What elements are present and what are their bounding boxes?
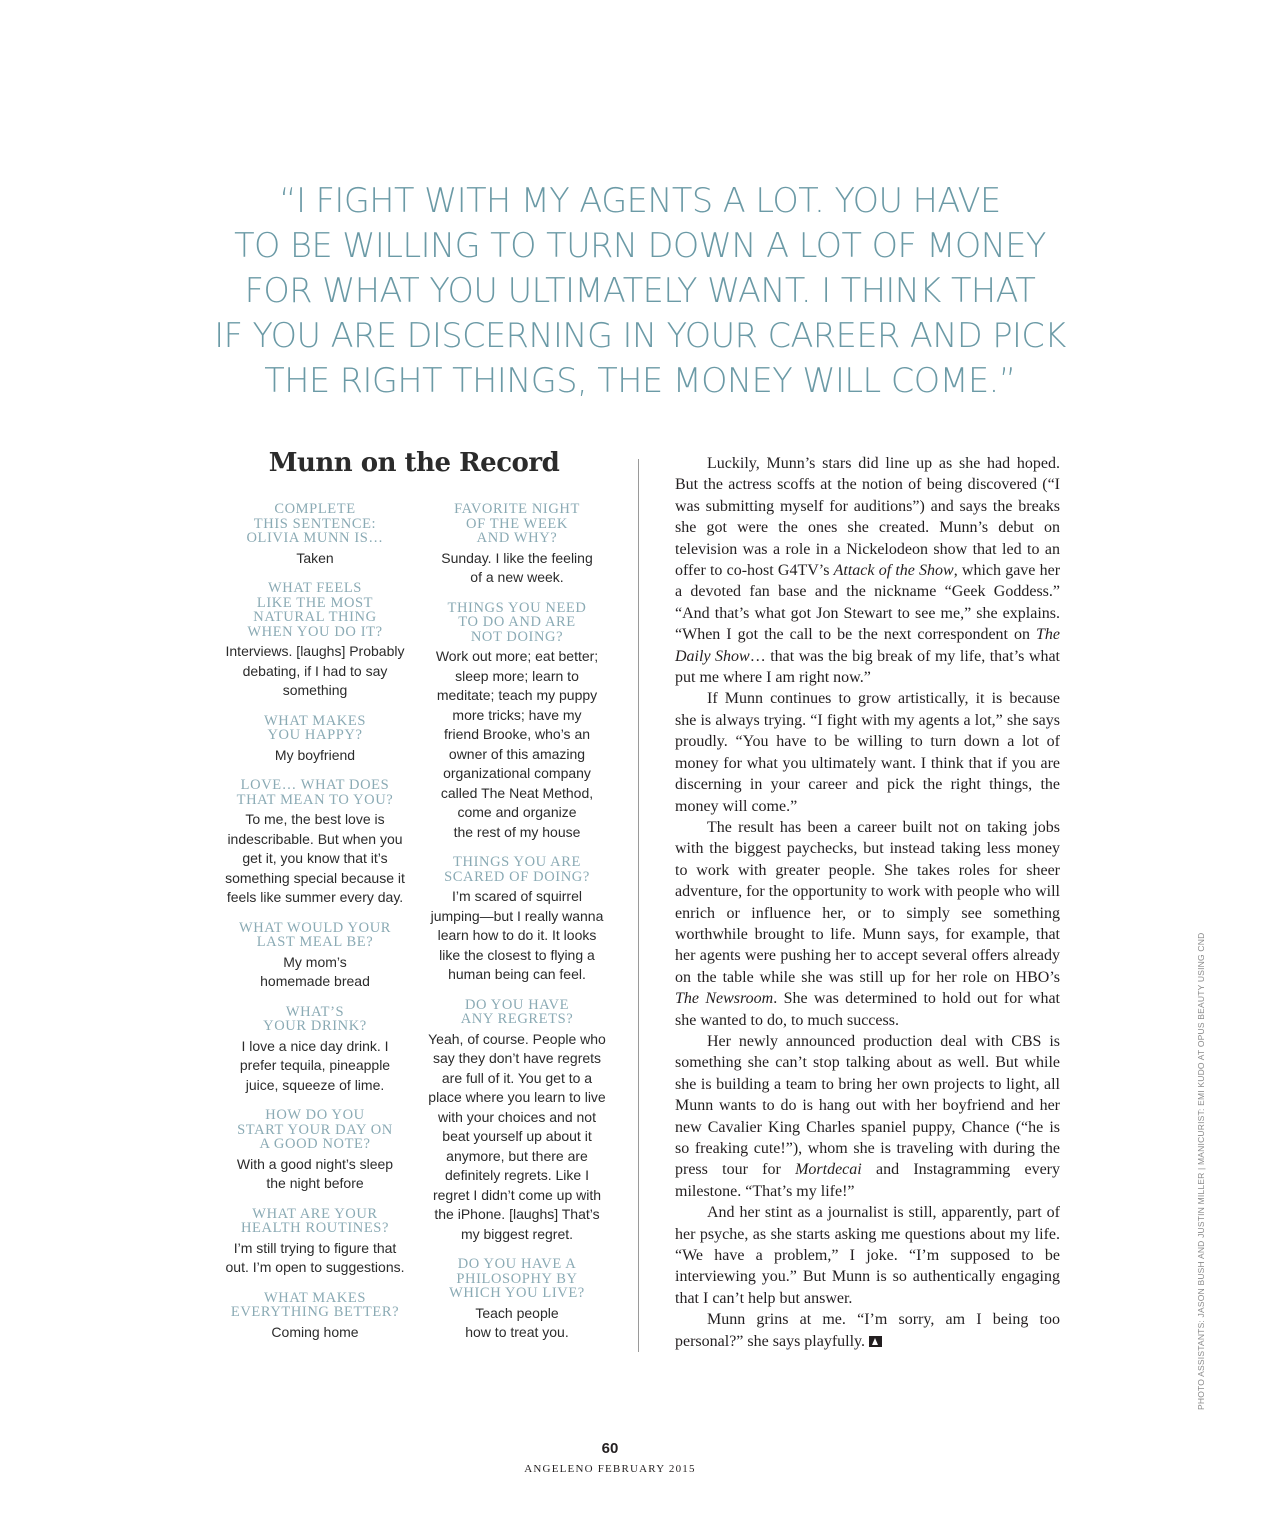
qa-item bbox=[417, 1257, 617, 1343]
qa-question: THINGS YOU ARE SCARED OF DOING? bbox=[444, 854, 590, 885]
article-paragraph: The result has been a career built not on taking jobs with the biggest paychecks, but instead taking less money to work with greater people. She takes roles for sheer adventure, for the opportunity to work with people who will enrich or influence her, or to simply see something worthwhile brought to life. Munn says, for example, that her agents were pushing her to accept several offers already on the table while she was still up for her role on HBO’s The Newsroom. She was determined to hold out for what she wanted to do, to much success. bbox=[675, 818, 1060, 1029]
page-number: 60 bbox=[601, 1440, 619, 1457]
qa-answer: Taken bbox=[296, 549, 334, 566]
qa-item bbox=[215, 1108, 415, 1194]
column-divider bbox=[638, 459, 639, 1352]
qa-answer: My mom’s homemade bread bbox=[260, 953, 370, 989]
qa-answer: Sunday. I like the feeling of a new week. bbox=[441, 549, 593, 585]
pull-quote-line: IF YOU ARE DISCERNING IN YOUR CAREER AND PICK bbox=[214, 316, 1066, 355]
article-paragraph: And her stint as a journalist is still, apparently, part of her psyche, as she starts asking me questions about my life. “We have a problem,” I joke. “I’m supposed to be interviewing you.” But Munn is so authentically engaging that I can’t help but answer. bbox=[675, 1204, 1060, 1307]
qa-question: WHAT WOULD YOUR LAST MEAL BE? bbox=[238, 919, 392, 950]
triangle-end-mark-icon bbox=[869, 1336, 882, 1347]
qa-question: WHAT’S YOUR DRINK? bbox=[263, 1003, 367, 1034]
qa-question: LOVE… WHAT DOES THAT MEAN TO YOU? bbox=[236, 777, 394, 808]
qa-item bbox=[215, 714, 415, 766]
qa-question: WHAT ARE YOUR HEALTH ROUTINES? bbox=[240, 1205, 389, 1236]
qa-item bbox=[215, 581, 415, 701]
qa-answer: Interviews. [laughs] Probably debating, if I had to say something bbox=[225, 643, 405, 698]
qa-item bbox=[215, 921, 415, 992]
article-paragraph: Her newly announced production deal with CBS is something she can’t stop talking about as well. But while she is building a team to bring her own projects to light, all Munn wants to do is hang out with her boyfriend and her new Cavalier King Charles spaniel puppy, Chance (“he is so freaking cute!”), whom she is traveling with during the press tour for Mortdecai and Instagramming every milestone. “That’s my life!” bbox=[675, 1032, 1061, 1200]
qa-question: HOW DO YOU START YOUR DAY ON A GOOD NOTE? bbox=[237, 1107, 393, 1152]
qa-item bbox=[215, 1291, 415, 1343]
qa-answer: I love a nice day drink. I prefer tequila, pineapple juice, squeeze of lime. bbox=[239, 1037, 391, 1093]
qa-question: DO YOU HAVE A PHILOSOPHY BY WHICH YOU LIVE? bbox=[449, 1256, 585, 1301]
pull-quote-line: TO BE WILLING TO TURN DOWN A LOT OF MONEY bbox=[234, 226, 1046, 265]
qa-item bbox=[215, 1207, 415, 1278]
qa-item bbox=[417, 502, 617, 588]
qa-answer: My boyfriend bbox=[274, 746, 356, 763]
publication-footer: ANGELENO FEBRUARY 2015 bbox=[524, 1463, 696, 1475]
photo-credits: PHOTO ASSISTANTS: JASON BUSH AND JUSTIN MILLER | MANICURIST: EMI KUDO AT OPUS BEAUTY USING CND bbox=[1196, 932, 1206, 1410]
article-paragraph: If Munn continues to grow artistically, it is because she is always trying. “I fight with my agents a lot,” she says proudly. “You have to be willing to turn down a lot of money for what you ultimately want. I think that if you are discerning in your career and pick the right things, the money will come.” bbox=[675, 690, 1060, 815]
qa-column-left bbox=[215, 502, 415, 1355]
qa-answer: Coming home bbox=[271, 1323, 359, 1340]
article-paragraph: Munn grins at me. “I’m sorry, am I being too personal?” she says playfully. bbox=[675, 1311, 1060, 1350]
pull-quote-line: THE RIGHT THINGS, THE MONEY WILL COME.” bbox=[264, 361, 1016, 400]
qa-column-right bbox=[417, 502, 617, 1356]
qa-answer: I’m still trying to figure that out. I’m open to suggestions. bbox=[225, 1239, 405, 1275]
pull-quote bbox=[200, 178, 1080, 403]
qa-question: WHAT MAKES EVERYTHING BETTER? bbox=[230, 1289, 400, 1320]
qa-answer: With a good night’s sleep the night before bbox=[236, 1155, 394, 1191]
article-body bbox=[675, 453, 1060, 1352]
pull-quote-line: FOR WHAT YOU ULTIMATELY WANT. I THINK THAT bbox=[244, 271, 1036, 310]
qa-answer: To me, the best love is indescribable. But when you get it, you know that it’s something special because it feels like summer every day. bbox=[225, 811, 405, 905]
qa-answer: Teach people how to treat you. bbox=[465, 1304, 569, 1340]
qa-answer: I’m scared of squirrel jumping—but I really wanna learn how to do it. It looks like the closest to flying a human being can feel. bbox=[430, 888, 604, 982]
qa-question: WHAT FEELS LIKE THE MOST NATURAL THING WHEN YOU DO IT? bbox=[247, 580, 383, 640]
qa-question: WHAT MAKES YOU HAPPY? bbox=[264, 712, 366, 743]
sidebar-title: Munn on the Record bbox=[268, 448, 560, 478]
qa-question: FAVORITE NIGHT OF THE WEEK AND WHY? bbox=[454, 501, 580, 546]
qa-item bbox=[417, 998, 617, 1245]
qa-item bbox=[215, 1005, 415, 1096]
qa-item bbox=[417, 601, 617, 843]
qa-item bbox=[417, 855, 617, 985]
qa-question: COMPLETE THIS SENTENCE: OLIVIA MUNN IS… bbox=[246, 501, 384, 546]
qa-answer: Work out more; eat better; sleep more; learn to meditate; teach my puppy more tricks; have my friend Brooke, who’s an owner of this amazing organizational company called The Neat Method, come and organize the rest of my house bbox=[435, 648, 599, 840]
qa-item bbox=[215, 778, 415, 908]
qa-item bbox=[215, 502, 415, 568]
qa-question: THINGS YOU NEED TO DO AND ARE NOT DOING? bbox=[447, 599, 587, 645]
article-paragraph: Luckily, Munn’s stars did line up as she had hoped. But the actress scoffs at the notion of being discovered (“I was submitting myself for auditions”) and says the breaks she got were the ones she created. Munn’s debut on television was a role in a Nickelodeon show that led to an offer to co-host G4TV’s Attack of the Show, which gave her a devoted fan base and the nickname “Geek Goddess.” “And that’s what got Jon Stewart to see me,” she explains. “When I got the call to be the next correspondent on The Daily Show… that was the big break of my life, that’s what put me where I am right now.” bbox=[675, 455, 1061, 687]
qa-question: DO YOU HAVE ANY REGRETS? bbox=[460, 996, 574, 1027]
pull-quote-line: “I FIGHT WITH MY AGENTS A LOT. YOU HAVE bbox=[279, 181, 1001, 220]
qa-answer: Yeah, of course. People who say they don’t have regrets are full of it. You get to a place where you learn to live with your choices and not beat yourself up about it anymore, but there are definitely regrets. Like I regret I didn’t come up with the iPhone. [laughs] That’s my biggest regret. bbox=[428, 1030, 606, 1242]
